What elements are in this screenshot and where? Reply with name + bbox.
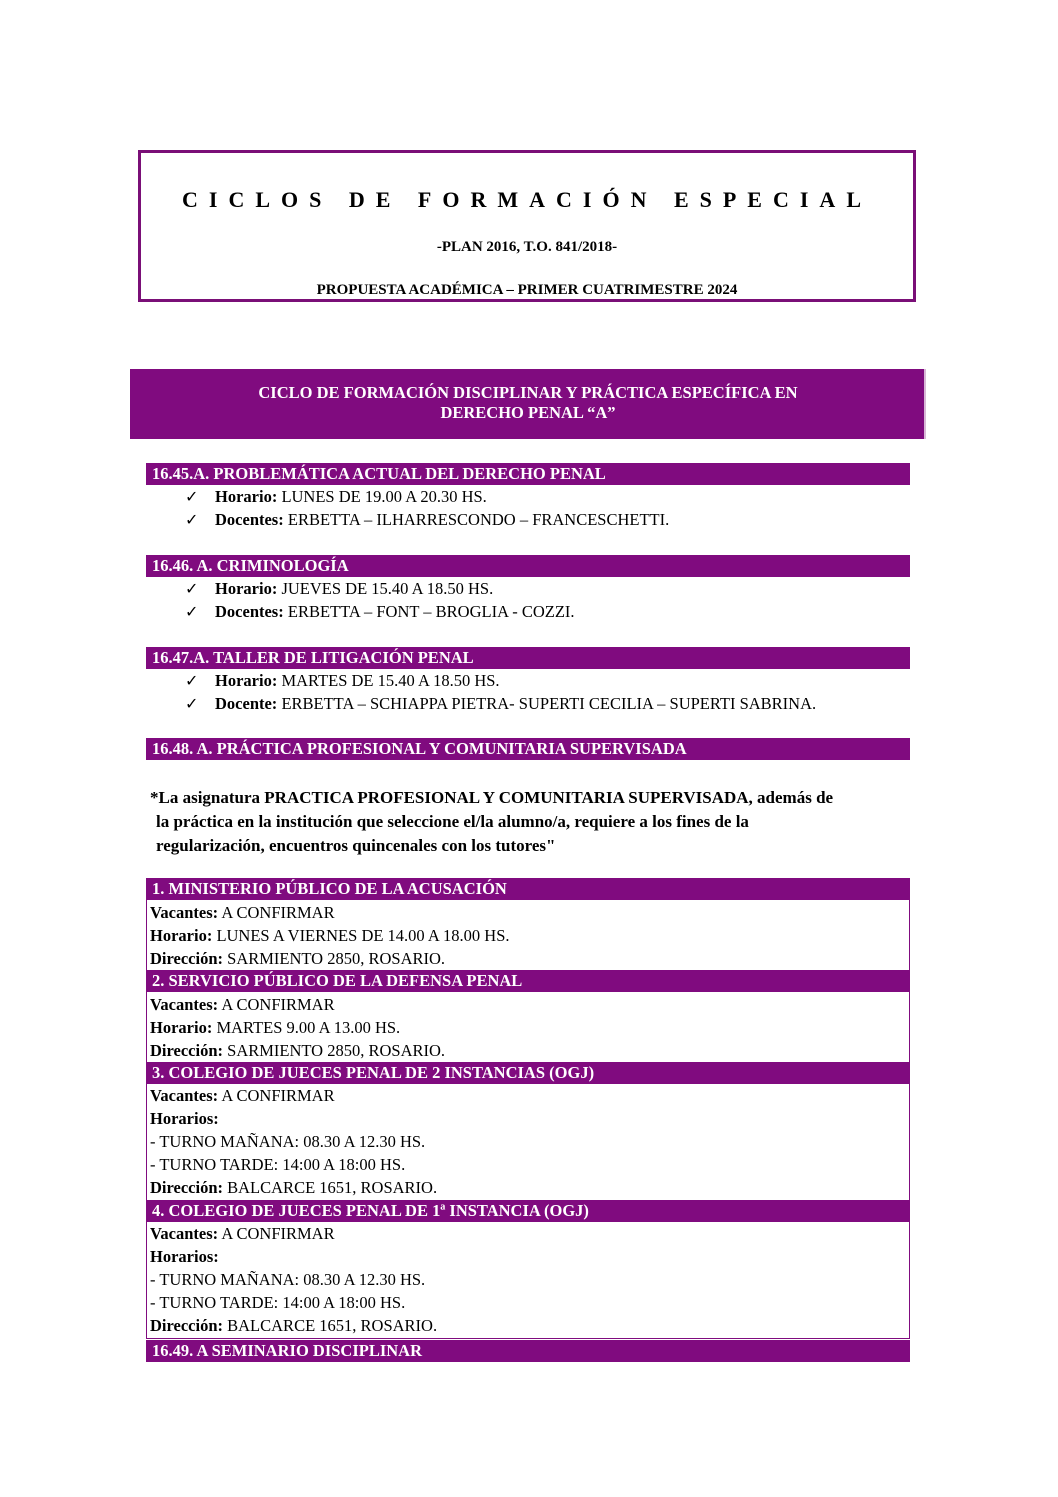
- schedule-value: JUEVES DE 15.40 A 18.50 HS.: [281, 579, 494, 598]
- vacancies-row: [150, 1085, 335, 1107]
- institution-header-4: 4. COLEGIO DE JUECES PENAL DE 1ª INSTANCIA (OGJ): [146, 1200, 910, 1222]
- teachers-label: Docentes:: [215, 602, 284, 621]
- address-row: [150, 1177, 437, 1199]
- vacancies-value: A CONFIRMAR: [221, 903, 335, 922]
- schedule-label: Horarios:: [150, 1247, 219, 1266]
- note-line-2: la práctica en la institución que seleccione el/la alumno/a, requiere a los fines de la: [156, 812, 749, 831]
- address-row: [150, 1315, 437, 1337]
- plan-line: -PLAN 2016, T.O. 841/2018-: [436, 239, 618, 255]
- vacancies-value: A CONFIRMAR: [221, 1086, 335, 1105]
- check-icon: ✓: [185, 696, 199, 713]
- vacancies-label: Vacantes:: [150, 1086, 219, 1105]
- address-value: BALCARCE 1651, ROSARIO.: [227, 1316, 438, 1335]
- shift-morning-row: - TURNO MAÑANA: 08.30 A 12.30 HS.: [150, 1132, 426, 1151]
- schedule-row: [150, 925, 510, 947]
- course-header-16-49: 16.49. A SEMINARIO DISCIPLINAR: [146, 1340, 910, 1362]
- institution-header-2: 2. SERVICIO PÚBLICO DE LA DEFENSA PENAL: [146, 970, 910, 992]
- check-icon: ✓: [185, 489, 199, 506]
- check-icon: ✓: [185, 512, 199, 529]
- schedule-label: Horario:: [150, 926, 213, 945]
- course-schedule-line: [185, 670, 500, 692]
- schedule-label: Horario:: [215, 579, 278, 598]
- address-label: Dirección:: [150, 1041, 224, 1060]
- shift-afternoon-row: - TURNO TARDE: 14:00 A 18:00 HS.: [150, 1155, 406, 1174]
- address-label: Dirección:: [150, 1316, 224, 1335]
- address-value: SARMIENTO 2850, ROSARIO.: [227, 1041, 446, 1060]
- schedule-row: [150, 1017, 400, 1039]
- vacancies-label: Vacantes:: [150, 1224, 219, 1243]
- cycle-title-line2: DERECHO PENAL “A”: [440, 403, 616, 422]
- schedule-label-row: [150, 1108, 219, 1130]
- address-value: BALCARCE 1651, ROSARIO.: [227, 1178, 438, 1197]
- vacancies-value: A CONFIRMAR: [221, 995, 335, 1014]
- schedule-label-row: [150, 1246, 219, 1268]
- vacancies-row: [150, 902, 335, 924]
- course-header-16-48: 16.48. A. PRÁCTICA PROFESIONAL Y COMUNITARIA SUPERVISADA: [146, 738, 910, 760]
- course-header-16-46: 16.46. A. CRIMINOLOGÍA: [146, 555, 910, 577]
- banner-edge: [924, 369, 926, 439]
- address-label: Dirección:: [150, 949, 224, 968]
- document-title: CICLOS DE FORMACIÓN ESPECIAL: [182, 187, 872, 212]
- course-schedule-line: [185, 486, 487, 508]
- shift-morning-row: - TURNO MAÑANA: 08.30 A 12.30 HS.: [150, 1270, 426, 1289]
- address-row: [150, 1040, 445, 1062]
- proposal-line: PROPUESTA ACADÉMICA – PRIMER CUATRIMESTRE 2024: [316, 282, 738, 298]
- address-row: [150, 948, 445, 970]
- course-schedule-line: [185, 578, 493, 600]
- schedule-value: MARTES DE 15.40 A 18.50 HS.: [281, 671, 500, 690]
- teachers-value: ERBETTA – ILHARRESCONDO – FRANCESCHETTI.: [287, 510, 670, 529]
- course-header-16-45: 16.45.A. PROBLEMÁTICA ACTUAL DEL DERECHO PENAL: [146, 463, 910, 485]
- course-teachers-line: [185, 601, 575, 623]
- schedule-label: Horario:: [215, 671, 278, 690]
- vacancies-value: A CONFIRMAR: [221, 1224, 335, 1243]
- vacancies-label: Vacantes:: [150, 995, 219, 1014]
- course-teachers-line: [185, 509, 669, 531]
- vacancies-label: Vacantes:: [150, 903, 219, 922]
- practice-note: [150, 786, 920, 858]
- institution-header-3: 3. COLEGIO DE JUECES PENAL DE 2 INSTANCIAS (OGJ): [146, 1062, 910, 1084]
- schedule-value: LUNES DE 19.00 A 20.30 HS.: [281, 487, 487, 506]
- check-icon: ✓: [185, 604, 199, 621]
- vacancies-row: [150, 994, 335, 1016]
- check-icon: ✓: [185, 581, 199, 598]
- schedule-label: Horario:: [215, 487, 278, 506]
- teachers-label: Docentes:: [215, 510, 284, 529]
- institution-header-1: 1. MINISTERIO PÚBLICO DE LA ACUSACIÓN: [146, 878, 910, 900]
- course-header-16-47: 16.47.A. TALLER DE LITIGACIÓN PENAL: [146, 647, 910, 669]
- schedule-value: LUNES A VIERNES DE 14.00 A 18.00 HS.: [216, 926, 510, 945]
- schedule-value: MARTES 9.00 A 13.00 HS.: [216, 1018, 401, 1037]
- header-box: [138, 150, 916, 302]
- cycle-title-line1: CICLO DE FORMACIÓN DISCIPLINAR Y PRÁCTICA ESPECÍFICA EN: [258, 383, 798, 402]
- course-teachers-line: [185, 693, 816, 715]
- cycle-banner: [130, 369, 926, 439]
- check-icon: ✓: [185, 673, 199, 690]
- address-label: Dirección:: [150, 1178, 224, 1197]
- vacancies-row: [150, 1223, 335, 1245]
- teachers-value: ERBETTA – FONT – BROGLIA - COZZI.: [287, 602, 575, 621]
- schedule-label: Horario:: [150, 1018, 213, 1037]
- institutions-table-bottom: [146, 1338, 910, 1339]
- teachers-value: ERBETTA – SCHIAPPA PIETRA- SUPERTI CECILIA – SUPERTI SABRINA.: [281, 694, 817, 713]
- schedule-label: Horarios:: [150, 1109, 219, 1128]
- note-line-3: regularización, encuentros quincenales con los tutores": [156, 836, 556, 855]
- note-line-1: *La asignatura PRACTICA PROFESIONAL Y COMUNITARIA SUPERVISADA, además de: [150, 788, 834, 807]
- teachers-label: Docente:: [215, 694, 278, 713]
- address-value: SARMIENTO 2850, ROSARIO.: [227, 949, 446, 968]
- shift-afternoon-row: - TURNO TARDE: 14:00 A 18:00 HS.: [150, 1293, 406, 1312]
